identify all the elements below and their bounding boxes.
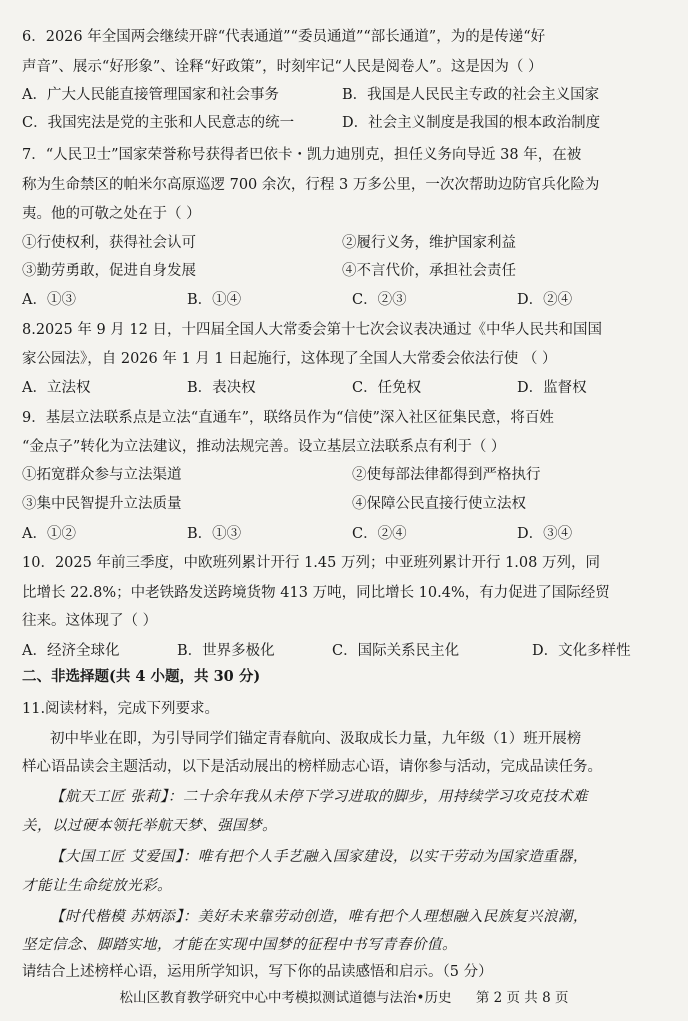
q7-option-d: D．②④ (517, 292, 573, 308)
q6-option-b: B．我国是人民民主专政的社会主义国家 (342, 87, 600, 103)
section-2-heading: 二、非选择题(共 4 小题，共 30 分) (22, 668, 261, 685)
q10-option-c: C．国际关系民主化 (332, 643, 460, 659)
q9-options (22, 523, 668, 545)
q6-option-a: A．广大人民能直接管理国家和社会事务 (22, 87, 279, 103)
q9-option-d: D．③④ (517, 526, 573, 542)
q9-statement-1: ①拓宽群众参与立法渠道 (22, 467, 182, 483)
q11-task: 请结合上述榜样心语，运用所学知识，写下你的品读感悟和启示。（5 分） (22, 964, 493, 980)
q7-statement-3: ③勤劳勇敢，促进自身发展 (22, 263, 196, 279)
q7-option-a: A．①③ (22, 292, 76, 308)
q9-statement-4: ④保障公民直接行使立法权 (352, 496, 526, 512)
q8-option-b: B．表决权 (187, 380, 256, 396)
footer-page-number: 第 2 页 共 8 页 (475, 990, 569, 1006)
q8-options (22, 377, 668, 399)
q9-statements-row2 (22, 493, 668, 515)
q10-option-b: B．世界多极化 (177, 643, 275, 659)
footer-exam-title: 松山区教育教学研究中心中考模拟测试道德与法治•历史 (119, 990, 452, 1006)
q11-quote-1-line2: 关，以过硬本领托举航天梦、强国梦。 (22, 818, 277, 834)
q9-option-c: C．②④ (352, 526, 407, 542)
q7-statement-2: ②履行义务，维护国家利益 (342, 235, 516, 251)
q9-statement-3: ③集中民智提升立法质量 (22, 496, 182, 512)
q6-stem-line1: 6．2026 年全国两会继续开辟“代表通道”“委员通道”“部长通道”，为的是传递“好 (22, 29, 546, 45)
q11-quote-3-line2: 坚定信念、脚踏实地，才能在实现中国梦的征程中书写青春价值。 (22, 937, 457, 953)
q8-option-c: C．任免权 (352, 380, 422, 396)
q11-quote-2-line2: 才能让生命绽放光彩。 (22, 878, 172, 894)
q10-options (22, 640, 668, 662)
q7-option-b: B．①④ (187, 292, 242, 308)
q7-stem-line1: 7．“人民卫士”国家荣誉称号获得者巴依卡・凯力迪別克，担任义务向导近 38 年，在被 (22, 147, 582, 163)
q10-stem-line1: 10．2025 年前三季度，中欧班列累计开行 1.45 万列；中亚班列累计开行 1.08 万列，同 (22, 555, 600, 571)
q9-stem-line1: 9．基层立法联系点是立法“直通车”，联络员作为“信使”深入社区征集民意，将百姓 (22, 410, 554, 426)
q11-intro-line1: 初中毕业在即，为引导同学们锚定青春航向、汲取成长力量，九年级（1）班开展榜 (50, 731, 582, 747)
page-footer (0, 988, 688, 1008)
q11-quote-3-line1: 【时代楷模 苏炳添】：美好未来靠劳动创造，唯有把个人理想融入民族复兴浪潮， (50, 909, 588, 925)
q6-option-c: C．我国宪法是党的主张和人民意志的统一 (22, 115, 295, 131)
q6-options-row2 (22, 112, 668, 134)
q7-options (22, 289, 668, 311)
q7-option-c: C．②③ (352, 292, 407, 308)
q10-option-d: D．文化多样性 (532, 643, 631, 659)
q7-stem-line2: 称为生命禁区的帕米尔高原巡逻 700 余次，行程 3 万多公里，一次次帮助边防官兵化险为 (22, 177, 600, 193)
q8-stem-line2: 家公园法》，自 2026 年 1 月 1 日起施行，这体现了全国人大常委会依法行使 （ ） (22, 351, 557, 367)
q7-stem-line3: 夷。他的可敬之处在于（ ） (22, 206, 201, 222)
q9-option-b: B．①③ (187, 526, 242, 542)
q11-intro-line2: 样心语品读会主题活动，以下是活动展出的榜样励志心语，请你参与活动，完成品读任务。 (22, 759, 602, 775)
q9-stem-line2: “金点子”转化为立法建议，推动法规完善。设立基层立法联系点有利于（ ） (22, 439, 506, 455)
q11-quote-2-line1: 【大国工匠 艾爱国】：唯有把个人手艺融入国家建设，以实干劳动为国家造重器， (50, 849, 588, 865)
q11-quote-1-line1: 【航天工匠 张莉】：二十余年我从未停下学习进取的脚步，用持续学习攻克技术难 (50, 789, 588, 805)
q10-stem-line2: 比增长 22.8%；中老铁路发送跨境货物 413 万吨，同比增长 10.4%，有力促进了国际经贸 (22, 585, 610, 601)
q6-option-d: D．社会主义制度是我国的根本政治制度 (342, 115, 601, 131)
q8-option-a: A．立法权 (22, 380, 91, 396)
q10-option-a: A．经济全球化 (22, 643, 120, 659)
q9-statements-row1 (22, 464, 668, 486)
q11-heading: 11.阅读材料，完成下列要求。 (22, 701, 220, 717)
q8-option-d: D．监督权 (517, 380, 587, 396)
q7-statements-row1 (22, 232, 668, 254)
q10-stem-line3: 往来。这体现了（ ） (22, 613, 158, 629)
q9-statement-2: ②使每部法律都得到严格执行 (352, 467, 541, 483)
q9-option-a: A．①② (22, 526, 76, 542)
q6-options-row1 (22, 84, 668, 106)
q7-statement-1: ①行使权利，获得社会认可 (22, 235, 196, 251)
q7-statement-4: ④不言代价，承担社会责任 (342, 263, 516, 279)
q7-statements-row2 (22, 260, 668, 282)
q8-stem-line1: 8.2025 年 9 月 12 日，十四届全国人大常委会第十七次会议表决通过《中华人民共和国国 (22, 322, 602, 338)
q6-stem-line2: 声音”、展示“好形象”、诠释“好政策”，时刻牢记“人民是阅卷人”。这是因为（ ） (22, 59, 543, 75)
